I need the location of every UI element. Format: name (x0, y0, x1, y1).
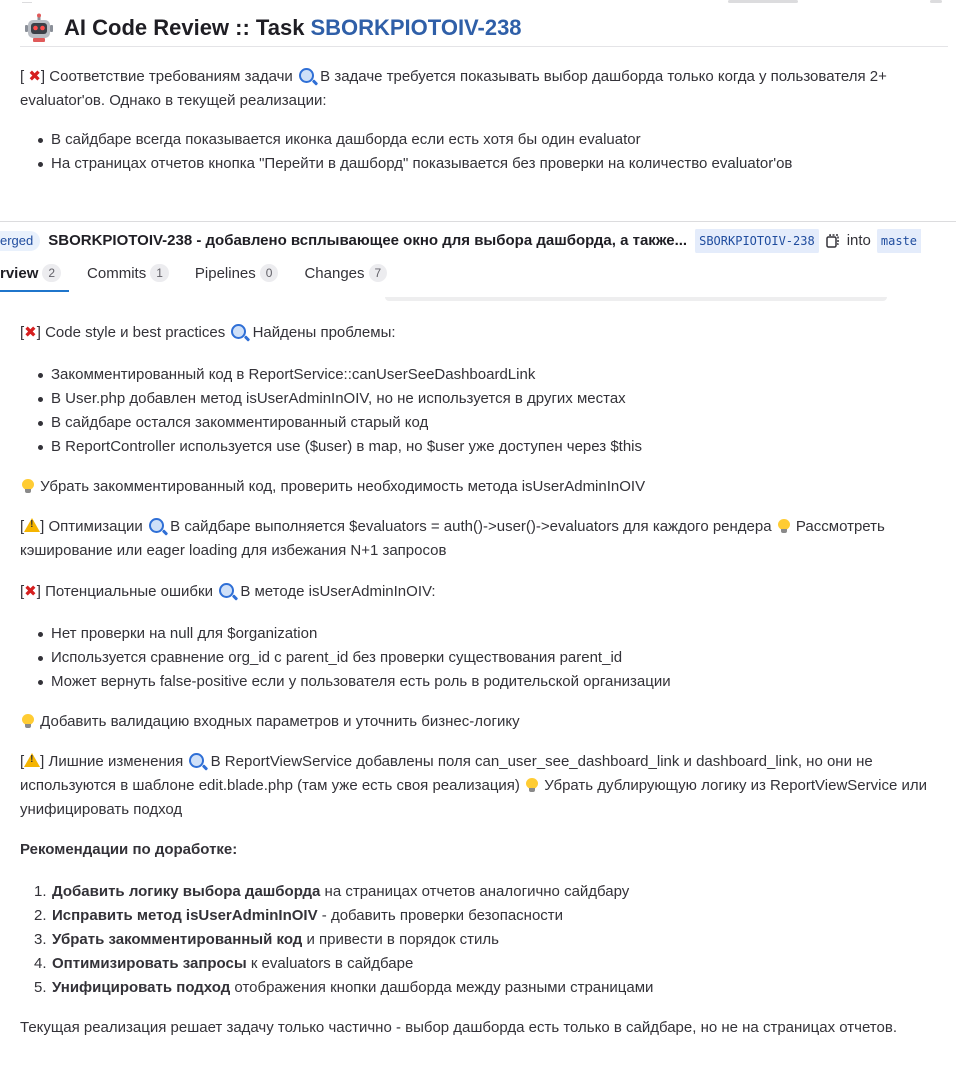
mr-title: SBORKPIOTOIV-238 - добавлено всплывающее окно для выбора дашборда, а также... (48, 232, 688, 249)
requirements-paragraph (20, 64, 950, 113)
recommendation-bold: Исправить метод isUserAdminInOIV (52, 907, 318, 924)
errors-paragraph: [✖] Потенциальные ошибки В методе isUserAdminInOIV: (20, 582, 436, 600)
code-style-tip-text: Убрать закомментированный код, проверить необходимость метода isUserAdminInOIV (40, 478, 646, 495)
tab-changes-label: Changes (304, 265, 365, 282)
title-divider (20, 46, 948, 47)
recommendation-rest: и привести в порядок стиль (302, 931, 499, 948)
code-style-paragraph: [✖] Code style и best practices Найдены проблемы: (20, 323, 396, 341)
errors-tip (20, 710, 950, 734)
code-style-bullets (20, 363, 950, 459)
code-style-heading: Code style и best practices (45, 324, 226, 341)
magnifier-icon (299, 68, 314, 83)
recommendation-rest: к evaluators в сайдбаре (246, 955, 414, 972)
list-item: Может вернуть false-positive если у пользователя есть роль в родительской организации (20, 670, 950, 694)
requirements-bullet-list (20, 128, 950, 176)
copy-icon[interactable] (825, 233, 841, 249)
magnifier-icon (231, 324, 246, 339)
list-number: 2. (34, 907, 47, 924)
tab-overview-label: rview (0, 265, 39, 282)
list-item: В ReportController используется use ($user) в map, но $user уже доступен через $this (20, 435, 950, 459)
optimization-text: В сайдбаре выполняется $evaluators = auth()->user()->evaluators для каждого рендера (170, 518, 772, 535)
recommendation-bold: Убрать закомментированный код (52, 931, 303, 948)
recommendations-title: Рекомендации по доработке: (20, 841, 238, 858)
into-label: into (846, 232, 871, 249)
warning-icon (24, 518, 40, 532)
list-item (20, 976, 950, 1000)
cross-mark-icon: ✖ (24, 582, 37, 600)
tab-commits-count: 1 (150, 264, 169, 282)
review-title-row (24, 12, 522, 44)
errors-heading: Потенциальные ошибки (45, 583, 213, 600)
cross-mark-icon: ✖ (28, 67, 41, 85)
review-title-prefix: AI Code Review :: Task (64, 15, 305, 40)
merged-status-badge: erged (0, 231, 40, 251)
magnifier-icon (189, 753, 204, 768)
list-item (20, 928, 950, 952)
optimization-paragraph: [! ] Оптимизации В сайдбаре выполняется $evaluators = auth()->user()->evaluators для каждого рендера Рассмотреть кэширование или eager loading для избежания N+1 запросов (20, 515, 950, 563)
lightbulb-icon (778, 519, 790, 533)
magnifier-icon (219, 583, 234, 598)
bracket-open: [ (20, 68, 25, 85)
recommendation-bold: Унифицировать подход (52, 979, 231, 996)
list-item: Закомментированный код в ReportService::canUserSeeDashboardLink (20, 363, 950, 387)
mr-header-top-border (0, 221, 956, 222)
requirements-heading: Соответствие требованиям задачи (49, 68, 293, 85)
top-scrollbar-hint-2 (930, 0, 942, 3)
list-number: 5. (34, 979, 47, 996)
recommendation-rest: на страницах отчетов аналогично сайдбару (320, 883, 630, 900)
list-item: На страницах отчетов кнопка "Перейти в дашборд" показывается без проверки на количество evaluator'ов (20, 152, 950, 176)
recommendation-rest: отображения кнопки дашборда между разными страницами (230, 979, 654, 996)
robot-icon (24, 13, 54, 43)
tab-pipelines[interactable] (195, 262, 279, 292)
list-item (20, 880, 950, 904)
list-number: 1. (34, 883, 47, 900)
mr-header (0, 229, 956, 253)
scroll-shadow-bar (385, 297, 887, 301)
review-body (20, 320, 950, 1040)
optimization-tip: Рассмотреть кэширование или eager loading для избежания N+1 запросов (20, 518, 885, 559)
tab-active-indicator (0, 290, 69, 292)
recommendation-bold: Оптимизировать запросы (52, 955, 247, 972)
mr-tabs (0, 262, 956, 294)
recommendation-rest: - добавить проверки безопасности (317, 907, 564, 924)
list-item (20, 952, 950, 976)
list-item: В User.php добавлен метод isUserAdminInOIV, но не используется в других местах (20, 387, 950, 411)
conclusion-paragraph: Текущая реализация решает задачу только частично - выбор дашборда есть только в сайдбаре, но не на страницах отчетов. (20, 1019, 897, 1036)
target-branch-badge[interactable]: maste (877, 229, 921, 253)
tab-commits-label: Commits (87, 265, 147, 282)
tab-changes-count: 7 (369, 264, 388, 282)
review-title-task-link[interactable]: SBORKPIOTOIV-238 (310, 15, 522, 40)
optimization-heading: Оптимизации (48, 518, 143, 535)
extra-text: В ReportViewService добавлены поля can_user_see_dashboard_link и dashboard_link, но они не используются в шаблоне edit.blade.php (там уже есть своя реализация) (20, 753, 873, 794)
tab-pipelines-label: Pipelines (194, 265, 256, 282)
errors-text: В методе isUserAdminInOIV: (240, 583, 436, 600)
list-number: 4. (34, 955, 47, 972)
bracket-close: ] (40, 68, 46, 85)
cross-mark-icon: ✖ (24, 323, 37, 341)
top-header-line-left (22, 2, 32, 3)
magnifier-icon (149, 518, 164, 533)
tab-commits[interactable] (87, 262, 169, 292)
list-item: Используется сравнение org_id с parent_id без проверки существования parent_id (20, 646, 950, 670)
recommendation-bold: Добавить логику выбора дашборда (52, 883, 321, 900)
lightbulb-icon (526, 778, 538, 792)
list-item (20, 904, 950, 928)
lightbulb-icon (22, 714, 34, 728)
tab-overview-count: 2 (42, 264, 61, 282)
extra-tip: Убрать дублирующую логику из ReportViewService или унифицировать подход (20, 777, 927, 818)
tab-changes[interactable] (304, 262, 387, 292)
lightbulb-icon (22, 479, 34, 493)
code-style-tip (20, 475, 950, 499)
list-item: В сайдбаре всегда показывается иконка дашборда если есть хотя бы один evaluator (20, 128, 950, 152)
source-branch-badge[interactable]: SBORKPIOTOIV-238 (695, 229, 819, 253)
list-item: Нет проверки на null для $organization (20, 622, 950, 646)
tab-pipelines-count: 0 (260, 264, 279, 282)
code-style-text: Найдены проблемы: (252, 324, 396, 341)
top-scrollbar-hint (728, 0, 798, 3)
warning-icon (24, 753, 40, 767)
requirements-text: В задаче требуется показывать выбор дашборда только когда у пользователя 2+ evaluator'ов. Однако в текущей реализации: (20, 68, 887, 109)
tab-overview[interactable] (0, 262, 69, 292)
errors-bullets (20, 622, 950, 694)
errors-tip-text: Добавить валидацию входных параметров и уточнить бизнес-логику (40, 713, 520, 730)
extra-heading: Лишние изменения (48, 753, 184, 770)
extra-changes-paragraph: [! ] Лишние изменения В ReportViewService добавлены поля can_user_see_dashboard_link и dashboard_link, но они не используются в шаблоне edit.blade.php (там уже есть своя реализация) Убрать дублирующую логику из ReportViewService или унифицировать подход (20, 750, 950, 822)
list-number: 3. (34, 931, 47, 948)
list-item: В сайдбаре остался закомментированный старый код (20, 411, 950, 435)
recommendations-list (20, 880, 950, 1000)
